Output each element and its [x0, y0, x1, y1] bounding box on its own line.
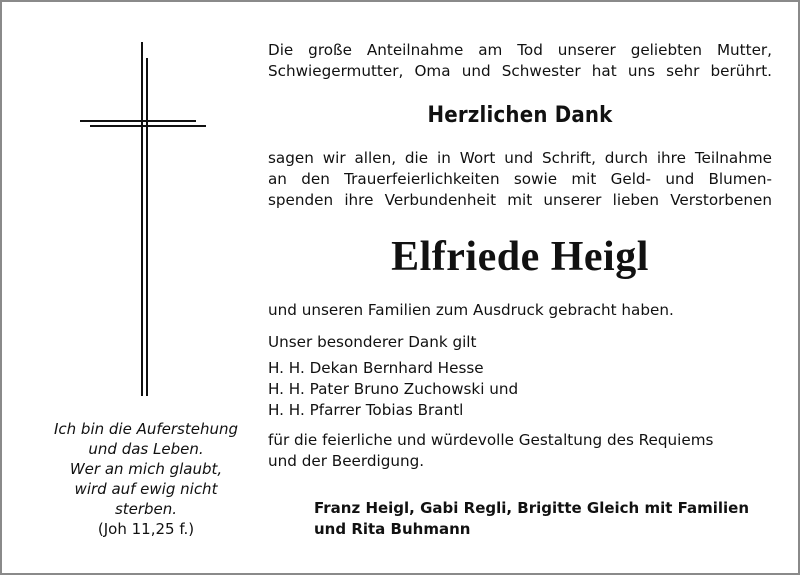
thanks-line: an den Trauerfeierlichkeiten sowie mit Geld- und Blumen-: [268, 170, 772, 188]
signers-line: und Rita Buhmann: [314, 520, 471, 538]
clergy-item: H. H. Pater Bruno Zuchowski und: [268, 380, 519, 398]
cross-vertical-bar: [141, 42, 143, 396]
verse-line: Ich bin die Auferstehung: [53, 420, 238, 438]
thanks-line: spenden ihre Verbundenheit mit unserer lieben Verstorbenen: [268, 191, 772, 209]
verse-line: und das Leben.: [88, 440, 204, 458]
thanks-line: sagen wir allen, die in Wort und Schrift, durch ihre Teilnahme: [268, 149, 772, 167]
thanks-paragraph: [268, 148, 772, 211]
after-name-line: und unseren Familien zum Ausdruck gebracht haben.: [268, 301, 674, 319]
cross-horizontal-bar: [80, 120, 196, 122]
cross-horizontal-bar-shadow: [90, 125, 206, 127]
verse-line: sterben.: [114, 500, 178, 518]
clergy-item: H. H. Pfarrer Tobias Brantl: [268, 401, 464, 419]
clergy-item: H. H. Dekan Bernhard Hesse: [268, 359, 484, 377]
thanks-heading: Herzlichen Dank: [427, 103, 613, 128]
requiem-line: und der Beerdigung.: [268, 452, 425, 470]
signers: [314, 498, 774, 540]
special-thanks-line: Unser besonderer Dank gilt: [268, 333, 477, 351]
bible-verse: [28, 419, 264, 539]
signers-line: Franz Heigl, Gabi Regli, Brigitte Gleich mit Familien: [314, 499, 750, 517]
deceased-name: Elfriede Heigl: [391, 234, 649, 280]
verse-reference: (Joh 11,25 f.): [97, 520, 195, 538]
cross-vertical-bar-shadow: [146, 58, 148, 396]
intro-paragraph: [268, 40, 772, 82]
christian-cross-icon: [80, 42, 210, 400]
verse-line: Wer an mich glaubt,: [69, 460, 223, 478]
clergy-list: [268, 358, 772, 421]
intro-line: Schwiegermutter, Oma und Schwester hat uns sehr berührt.: [268, 62, 772, 80]
requiem-paragraph: [268, 430, 772, 472]
verse-line: wird auf ewig nicht: [74, 480, 218, 498]
requiem-line: für die feierliche und würdevolle Gestaltung des Requiems: [268, 431, 714, 449]
intro-line: Die große Anteilnahme am Tod unserer geliebten Mutter,: [268, 41, 772, 59]
